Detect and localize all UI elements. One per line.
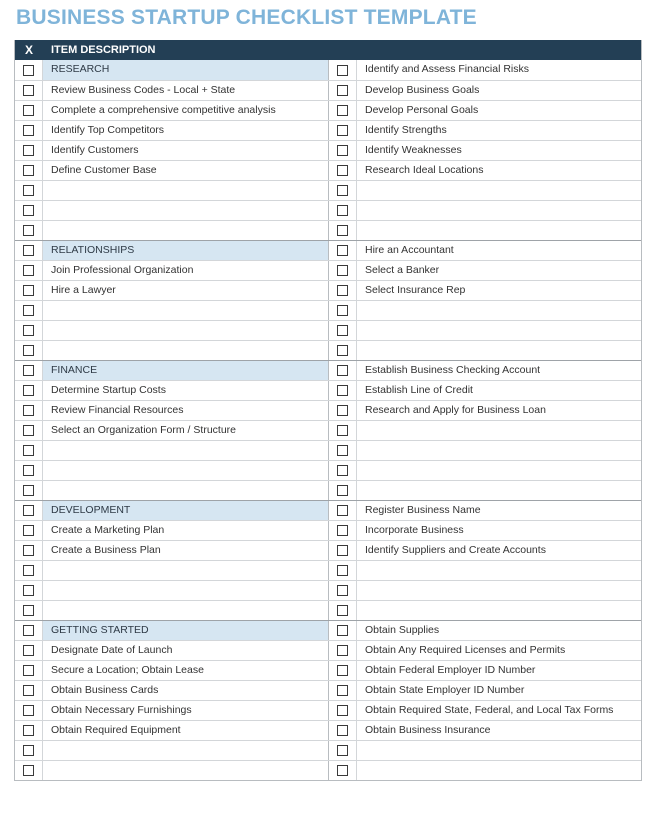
checkbox-cell: [15, 521, 43, 540]
checkbox[interactable]: [23, 645, 34, 656]
checkbox[interactable]: [23, 625, 34, 636]
item-description: [357, 301, 641, 320]
checkbox-cell: [15, 461, 43, 480]
section-title: RESEARCH: [43, 60, 329, 80]
checkbox[interactable]: [23, 425, 34, 436]
section-title: DEVELOPMENT: [43, 501, 329, 520]
checkbox[interactable]: [23, 605, 34, 616]
page-title: BUSINESS STARTUP CHECKLIST TEMPLATE: [16, 6, 477, 29]
checkbox[interactable]: [23, 365, 34, 376]
item-description: [43, 481, 329, 500]
checkbox[interactable]: [337, 225, 348, 236]
item-description: Review Business Codes - Local + State: [43, 81, 329, 100]
table-row: [15, 580, 641, 600]
checklist-body: [15, 60, 641, 780]
table-row: [15, 160, 641, 180]
checkbox[interactable]: [23, 705, 34, 716]
item-description: Research and Apply for Business Loan: [365, 404, 546, 416]
item-description: [357, 601, 641, 620]
item-description: Obtain Business Cards: [43, 681, 329, 700]
checkbox[interactable]: [23, 445, 34, 456]
checkbox-cell: [329, 181, 357, 200]
item-description: [43, 341, 329, 360]
checkbox-cell: [15, 561, 43, 580]
item-description: [357, 321, 641, 340]
item-description: Complete a comprehensive competitive analysis: [43, 101, 329, 120]
checkbox-cell: [15, 721, 43, 740]
item-description: Obtain Required Equipment: [43, 721, 329, 740]
checkbox[interactable]: [337, 165, 348, 176]
header-check-column: X: [24, 43, 33, 57]
item-description: [357, 481, 641, 500]
checkbox-cell: [15, 381, 43, 400]
item-description: [357, 741, 641, 760]
checkbox[interactable]: [23, 85, 34, 96]
checkbox-cell: [15, 201, 43, 220]
checkbox[interactable]: [23, 245, 34, 256]
table-row: [15, 120, 641, 140]
table-row: [15, 560, 641, 580]
checkbox[interactable]: [23, 265, 34, 276]
item-description: Create a Business Plan: [43, 541, 329, 560]
checkbox[interactable]: [337, 525, 348, 536]
item-description: Obtain Supplies: [365, 624, 440, 636]
header-description-column: ITEM DESCRIPTION: [51, 44, 156, 56]
item-description: [357, 561, 641, 580]
checkbox-cell: [15, 141, 43, 160]
item-description: Identify Weaknesses: [365, 144, 462, 156]
item-description: Hire a Lawyer: [43, 281, 329, 300]
checkbox[interactable]: [23, 225, 34, 236]
checkbox-cell: [15, 161, 43, 180]
table-row: [15, 140, 641, 160]
table-row: [15, 440, 641, 460]
item-description: Identify and Assess Financial Risks: [365, 63, 529, 75]
checkbox[interactable]: [337, 645, 348, 656]
item-description: Identify Suppliers and Create Accounts: [365, 544, 546, 556]
checkbox[interactable]: [23, 525, 34, 536]
checkbox-cell: [15, 101, 43, 120]
checkbox[interactable]: [337, 325, 348, 336]
checkbox[interactable]: [337, 725, 348, 736]
item-description: [357, 761, 641, 780]
checkbox-cell: [329, 321, 357, 340]
checkbox-cell: [15, 121, 43, 140]
checkbox-cell: [15, 60, 43, 80]
checkbox-cell: [329, 641, 357, 660]
item-description: Create a Marketing Plan: [43, 521, 329, 540]
checkbox-cell: [15, 681, 43, 700]
checkbox-cell: [329, 381, 357, 400]
item-description: Determine Startup Costs: [43, 381, 329, 400]
item-description: Develop Personal Goals: [365, 104, 479, 116]
checkbox[interactable]: [23, 65, 34, 76]
checkbox-cell: [15, 441, 43, 460]
item-description: Secure a Location; Obtain Lease: [43, 661, 329, 680]
checkbox-cell: [15, 401, 43, 420]
table-row: [15, 180, 641, 200]
checkbox[interactable]: [23, 145, 34, 156]
checkbox-cell: [329, 541, 357, 560]
checkbox-cell: [329, 701, 357, 720]
item-description: Join Professional Organization: [43, 261, 329, 280]
item-description: [357, 341, 641, 360]
checkbox-cell: [329, 721, 357, 740]
item-description: [43, 181, 329, 200]
checkbox[interactable]: [23, 745, 34, 756]
table-row: [15, 200, 641, 220]
table-row: [15, 480, 641, 500]
item-description: Develop Business Goals: [365, 84, 480, 96]
checkbox[interactable]: [23, 165, 34, 176]
checkbox[interactable]: [337, 485, 348, 496]
checkbox-cell: [329, 521, 357, 540]
checkbox[interactable]: [337, 305, 348, 316]
checkbox[interactable]: [23, 325, 34, 336]
checkbox-cell: [15, 361, 43, 380]
checkbox[interactable]: [337, 85, 348, 96]
item-description: Establish Business Checking Account: [365, 364, 541, 376]
checkbox-cell: [15, 81, 43, 100]
section-header-row: [15, 60, 641, 80]
checkbox[interactable]: [337, 425, 348, 436]
table-row: [15, 380, 641, 400]
checkbox[interactable]: [337, 625, 348, 636]
checkbox-cell: [329, 481, 357, 500]
item-description: [357, 201, 641, 220]
item-description: [43, 441, 329, 460]
item-description: [43, 461, 329, 480]
checkbox-cell: [329, 561, 357, 580]
item-description: [357, 221, 641, 240]
checkbox-cell: [329, 501, 357, 520]
table-row: [15, 320, 641, 340]
section-title: RELATIONSHIPS: [43, 241, 329, 260]
checklist-table: [14, 40, 642, 781]
checkbox-cell: [15, 501, 43, 520]
table-row: [15, 660, 641, 680]
checkbox[interactable]: [23, 205, 34, 216]
checkbox-cell: [15, 741, 43, 760]
item-description: Identify Strengths: [365, 124, 447, 136]
item-description: Obtain Required State, Federal, and Local Tax Forms: [365, 704, 614, 716]
item-description: [43, 321, 329, 340]
checkbox-cell: [329, 121, 357, 140]
item-description: Hire an Accountant: [365, 244, 454, 256]
checkbox-cell: [329, 461, 357, 480]
checkbox-cell: [329, 581, 357, 600]
checkbox[interactable]: [337, 65, 348, 76]
item-description: Select an Organization Form / Structure: [43, 421, 329, 440]
checkbox[interactable]: [337, 105, 348, 116]
item-description: [43, 601, 329, 620]
checkbox-cell: [329, 421, 357, 440]
checkbox[interactable]: [337, 705, 348, 716]
item-description: [357, 461, 641, 480]
checkbox[interactable]: [23, 405, 34, 416]
item-description: Identify Top Competitors: [43, 121, 329, 140]
checkbox[interactable]: [23, 385, 34, 396]
checkbox[interactable]: [337, 585, 348, 596]
checkbox[interactable]: [23, 185, 34, 196]
item-description: Select Insurance Rep: [365, 284, 466, 296]
section-header-row: [15, 240, 641, 260]
checkbox-cell: [15, 321, 43, 340]
checkbox[interactable]: [337, 405, 348, 416]
checkbox-cell: [329, 361, 357, 380]
table-row: [15, 220, 641, 240]
checkbox[interactable]: [337, 365, 348, 376]
checkbox[interactable]: [337, 345, 348, 356]
item-description: [43, 741, 329, 760]
item-description: Obtain State Employer ID Number: [365, 684, 525, 696]
table-row: [15, 280, 641, 300]
item-description: [43, 581, 329, 600]
item-description: [43, 761, 329, 780]
item-description: Incorporate Business: [365, 524, 464, 536]
checkbox[interactable]: [23, 765, 34, 776]
checkbox-cell: [15, 761, 43, 780]
checkbox-cell: [329, 401, 357, 420]
checkbox[interactable]: [337, 125, 348, 136]
checkbox-cell: [15, 241, 43, 260]
item-description: [43, 561, 329, 580]
checkbox[interactable]: [23, 725, 34, 736]
section-title: GETTING STARTED: [43, 621, 329, 640]
checkbox-cell: [329, 301, 357, 320]
item-description: [43, 201, 329, 220]
checkbox-cell: [15, 181, 43, 200]
checkbox[interactable]: [23, 125, 34, 136]
item-description: Select a Banker: [365, 264, 440, 276]
checkbox-cell: [15, 301, 43, 320]
checkbox[interactable]: [337, 385, 348, 396]
checkbox[interactable]: [23, 545, 34, 556]
checkbox-cell: [329, 341, 357, 360]
table-row: [15, 400, 641, 420]
checkbox[interactable]: [337, 265, 348, 276]
section-header-row: [15, 360, 641, 380]
table-row: [15, 460, 641, 480]
checkbox-cell: [15, 701, 43, 720]
item-description: Obtain Any Required Licenses and Permits: [365, 644, 566, 656]
checkbox[interactable]: [337, 765, 348, 776]
checkbox[interactable]: [337, 745, 348, 756]
checkbox[interactable]: [337, 145, 348, 156]
table-row: [15, 720, 641, 740]
checkbox-cell: [329, 281, 357, 300]
checkbox[interactable]: [337, 565, 348, 576]
checkbox-cell: [329, 621, 357, 640]
checkbox-cell: [329, 601, 357, 620]
table-row: [15, 600, 641, 620]
checkbox[interactable]: [23, 485, 34, 496]
table-row: [15, 420, 641, 440]
checkbox[interactable]: [337, 545, 348, 556]
checkbox[interactable]: [23, 465, 34, 476]
item-description: [357, 421, 641, 440]
table-row: [15, 520, 641, 540]
checkbox-cell: [329, 741, 357, 760]
table-row: [15, 80, 641, 100]
table-row: [15, 680, 641, 700]
checkbox[interactable]: [337, 685, 348, 696]
checkbox-cell: [329, 221, 357, 240]
checkbox-cell: [15, 261, 43, 280]
item-description: [357, 181, 641, 200]
checkbox[interactable]: [337, 505, 348, 516]
item-description: Identify Customers: [43, 141, 329, 160]
checkbox-cell: [329, 761, 357, 780]
item-description: Register Business Name: [365, 504, 481, 516]
checkbox-cell: [15, 661, 43, 680]
checkbox[interactable]: [337, 245, 348, 256]
table-row: [15, 640, 641, 660]
checkbox-cell: [15, 421, 43, 440]
checkbox[interactable]: [337, 285, 348, 296]
checkbox-cell: [329, 60, 357, 80]
item-description: Define Customer Base: [43, 161, 329, 180]
item-description: Research Ideal Locations: [365, 164, 484, 176]
section-title: FINANCE: [43, 361, 329, 380]
checkbox[interactable]: [23, 585, 34, 596]
table-row: [15, 760, 641, 780]
checkbox-cell: [15, 601, 43, 620]
table-row: [15, 700, 641, 720]
table-header: [15, 40, 641, 60]
checkbox-cell: [15, 481, 43, 500]
checkbox-cell: [329, 81, 357, 100]
table-row: [15, 100, 641, 120]
checkbox-cell: [329, 681, 357, 700]
checkbox-cell: [329, 161, 357, 180]
checkbox-cell: [15, 221, 43, 240]
item-description: Designate Date of Launch: [43, 641, 329, 660]
checkbox-cell: [329, 661, 357, 680]
checkbox[interactable]: [337, 665, 348, 676]
checkbox-cell: [329, 101, 357, 120]
table-row: [15, 540, 641, 560]
item-description: [357, 441, 641, 460]
checkbox-cell: [329, 261, 357, 280]
checkbox[interactable]: [23, 305, 34, 316]
checkbox-cell: [329, 441, 357, 460]
item-description: [43, 301, 329, 320]
checkbox-cell: [329, 241, 357, 260]
checkbox-cell: [15, 281, 43, 300]
checkbox[interactable]: [337, 185, 348, 196]
checkbox[interactable]: [337, 605, 348, 616]
item-description: [43, 221, 329, 240]
table-row: [15, 260, 641, 280]
section-header-row: [15, 500, 641, 520]
checkbox-cell: [329, 141, 357, 160]
item-description: Obtain Federal Employer ID Number: [365, 664, 536, 676]
table-row: [15, 300, 641, 320]
table-row: [15, 340, 641, 360]
item-description: [357, 581, 641, 600]
checkbox[interactable]: [23, 105, 34, 116]
checkbox[interactable]: [337, 465, 348, 476]
checkbox-cell: [15, 581, 43, 600]
checkbox[interactable]: [23, 505, 34, 516]
item-description: Establish Line of Credit: [365, 384, 473, 396]
checkbox[interactable]: [337, 445, 348, 456]
checkbox[interactable]: [337, 205, 348, 216]
checkbox[interactable]: [23, 565, 34, 576]
checkbox[interactable]: [23, 345, 34, 356]
item-description: Obtain Necessary Furnishings: [43, 701, 329, 720]
checkbox[interactable]: [23, 685, 34, 696]
section-header-row: [15, 620, 641, 640]
checkbox-cell: [15, 341, 43, 360]
table-row: [15, 740, 641, 760]
item-description: Review Financial Resources: [43, 401, 329, 420]
checkbox-cell: [15, 541, 43, 560]
item-description: Obtain Business Insurance: [365, 724, 491, 736]
checkbox-cell: [15, 621, 43, 640]
checkbox[interactable]: [23, 285, 34, 296]
checkbox[interactable]: [23, 665, 34, 676]
checkbox-cell: [329, 201, 357, 220]
checkbox-cell: [15, 641, 43, 660]
